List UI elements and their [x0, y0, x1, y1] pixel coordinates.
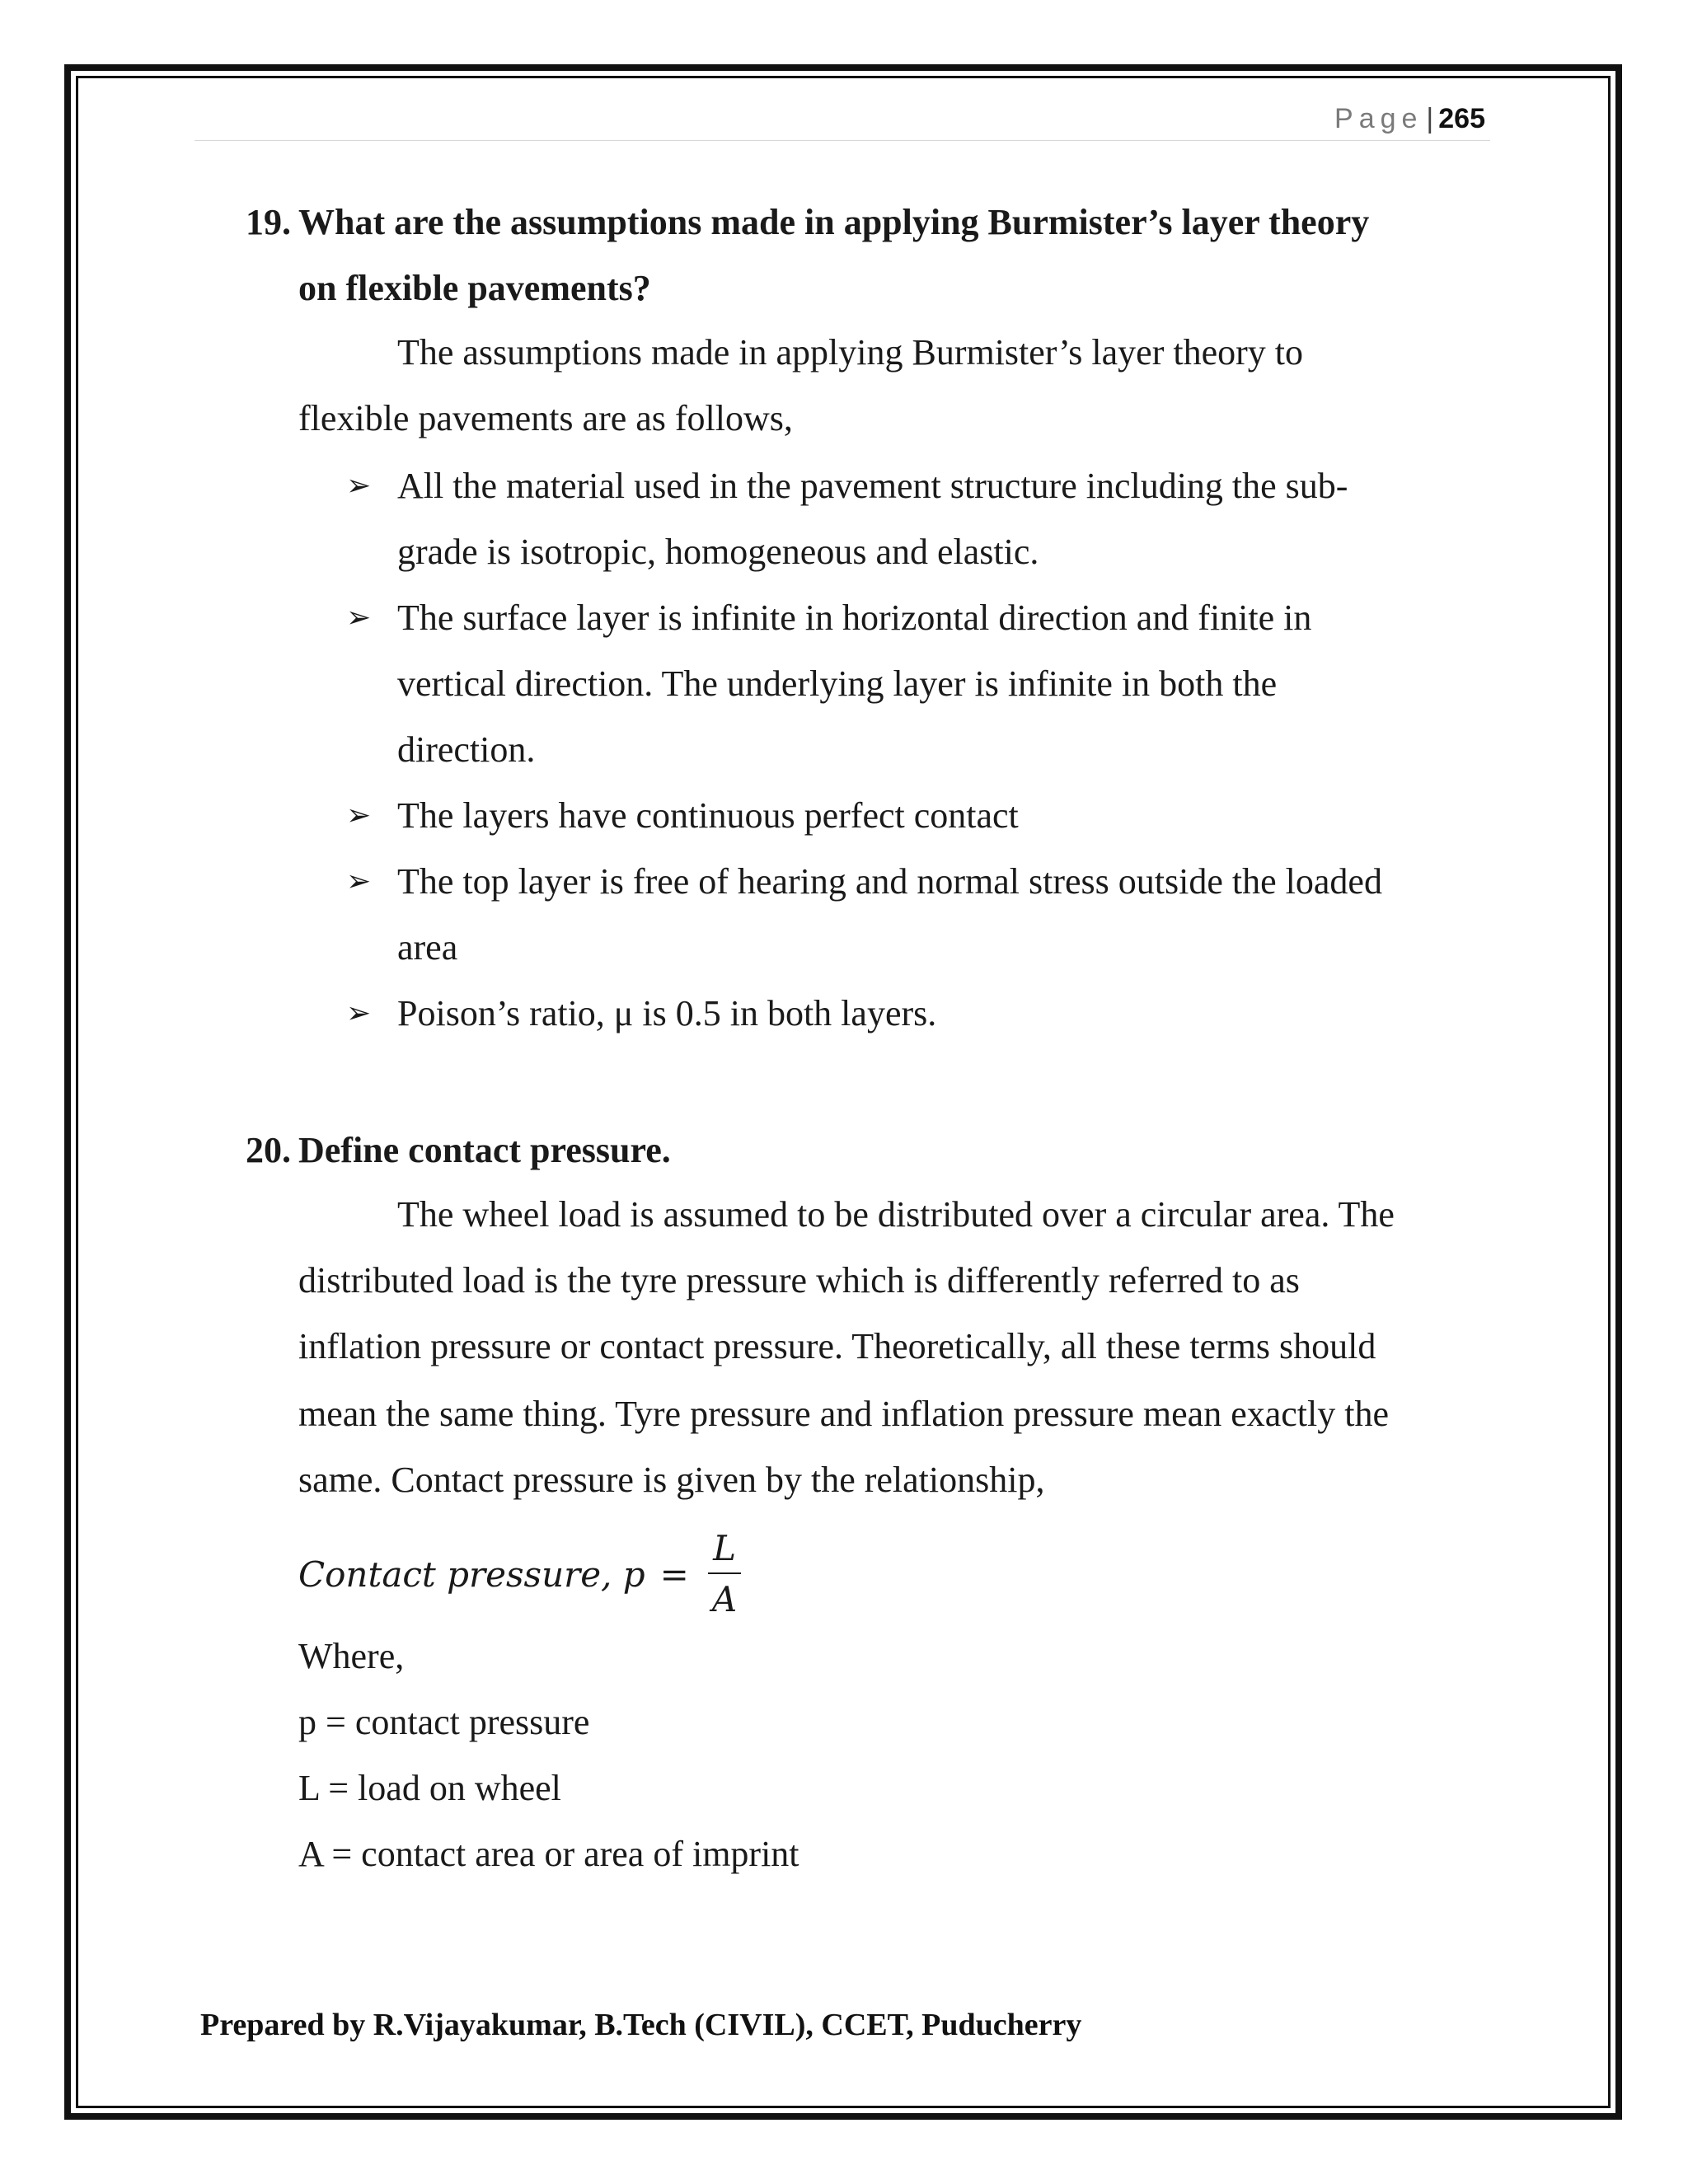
bullet-4-line-1: The top layer is free of hearing and normal stress outside the loaded — [397, 861, 1382, 902]
page-number: 265 — [1438, 103, 1485, 134]
bullet-3-line-1: The layers have continuous perfect contact — [397, 795, 1019, 836]
bullet-1-line-1: All the material used in the pavement structure including the sub- — [397, 466, 1348, 506]
bullet-2-line-1: The surface layer is infinite in horizontal direction and finite in — [397, 598, 1312, 638]
formula-lhs: Contact pressure, p — [298, 1554, 645, 1595]
question-19-title-line-1: What are the assumptions made in applying Burmister’s layer theory — [298, 202, 1370, 242]
where-label: Where, — [298, 1636, 405, 1676]
question-20-number: 20. — [246, 1130, 291, 1170]
question-19-number: 19. — [246, 202, 291, 242]
question-20-para-line-4: mean the same thing. Tyre pressure and inflation pressure mean exactly the — [298, 1394, 1389, 1434]
definition-a: A = contact area or area of imprint — [298, 1834, 799, 1874]
page-header — [195, 101, 1490, 141]
question-19-intro-line-1: The assumptions made in applying Burmister’s layer theory to — [397, 332, 1303, 373]
bullet-5-line-1: Poison’s ratio, μ is 0.5 in both layers. — [397, 993, 937, 1033]
contact-pressure-formula — [298, 1525, 742, 1624]
formula-denominator: A — [711, 1579, 738, 1619]
bullet-4-line-2: area — [397, 927, 458, 968]
question-20-para-line-5: same. Contact pressure is given by the relationship, — [298, 1460, 1045, 1500]
bullet-arrow-icon: ➢ — [346, 601, 372, 635]
definition-p: p = contact pressure — [298, 1702, 590, 1742]
page-label: Page — [1334, 103, 1423, 134]
bullet-2-line-2: vertical direction. The underlying layer is infinite in both the — [397, 663, 1278, 704]
page-separator: | — [1426, 103, 1434, 134]
page-number-label — [1334, 101, 1485, 137]
bullet-arrow-icon: ➢ — [346, 799, 372, 832]
bullet-1-line-2: grade is isotropic, homogeneous and elastic. — [397, 532, 1039, 572]
question-20-para-line-1: The wheel load is assumed to be distributed over a circular area. The — [397, 1194, 1395, 1235]
question-20-para-line-3: inflation pressure or contact pressure. Theoretically, all these terms should — [298, 1326, 1376, 1366]
fraction-bar — [708, 1572, 741, 1574]
formula-fraction — [707, 1528, 742, 1620]
bullet-2-line-3: direction. — [397, 729, 536, 770]
formula-equals: = — [659, 1554, 689, 1595]
question-20-title: Define contact pressure. — [298, 1130, 671, 1170]
bullet-arrow-icon: ➢ — [346, 865, 372, 898]
question-19-intro-line-2: flexible pavements are as follows, — [298, 398, 793, 438]
question-19-title-line-2: on flexible pavements? — [298, 268, 651, 308]
bullet-arrow-icon: ➢ — [346, 996, 372, 1030]
question-20-para-line-2: distributed load is the tyre pressure which is differently referred to as — [298, 1260, 1300, 1301]
definition-l: L = load on wheel — [298, 1768, 561, 1808]
page-footer: Prepared by R.Vijayakumar, B.Tech (CIVIL), CCET, Puducherry — [200, 2008, 1082, 2042]
bullet-arrow-icon: ➢ — [346, 469, 372, 503]
formula-numerator: L — [713, 1528, 736, 1568]
